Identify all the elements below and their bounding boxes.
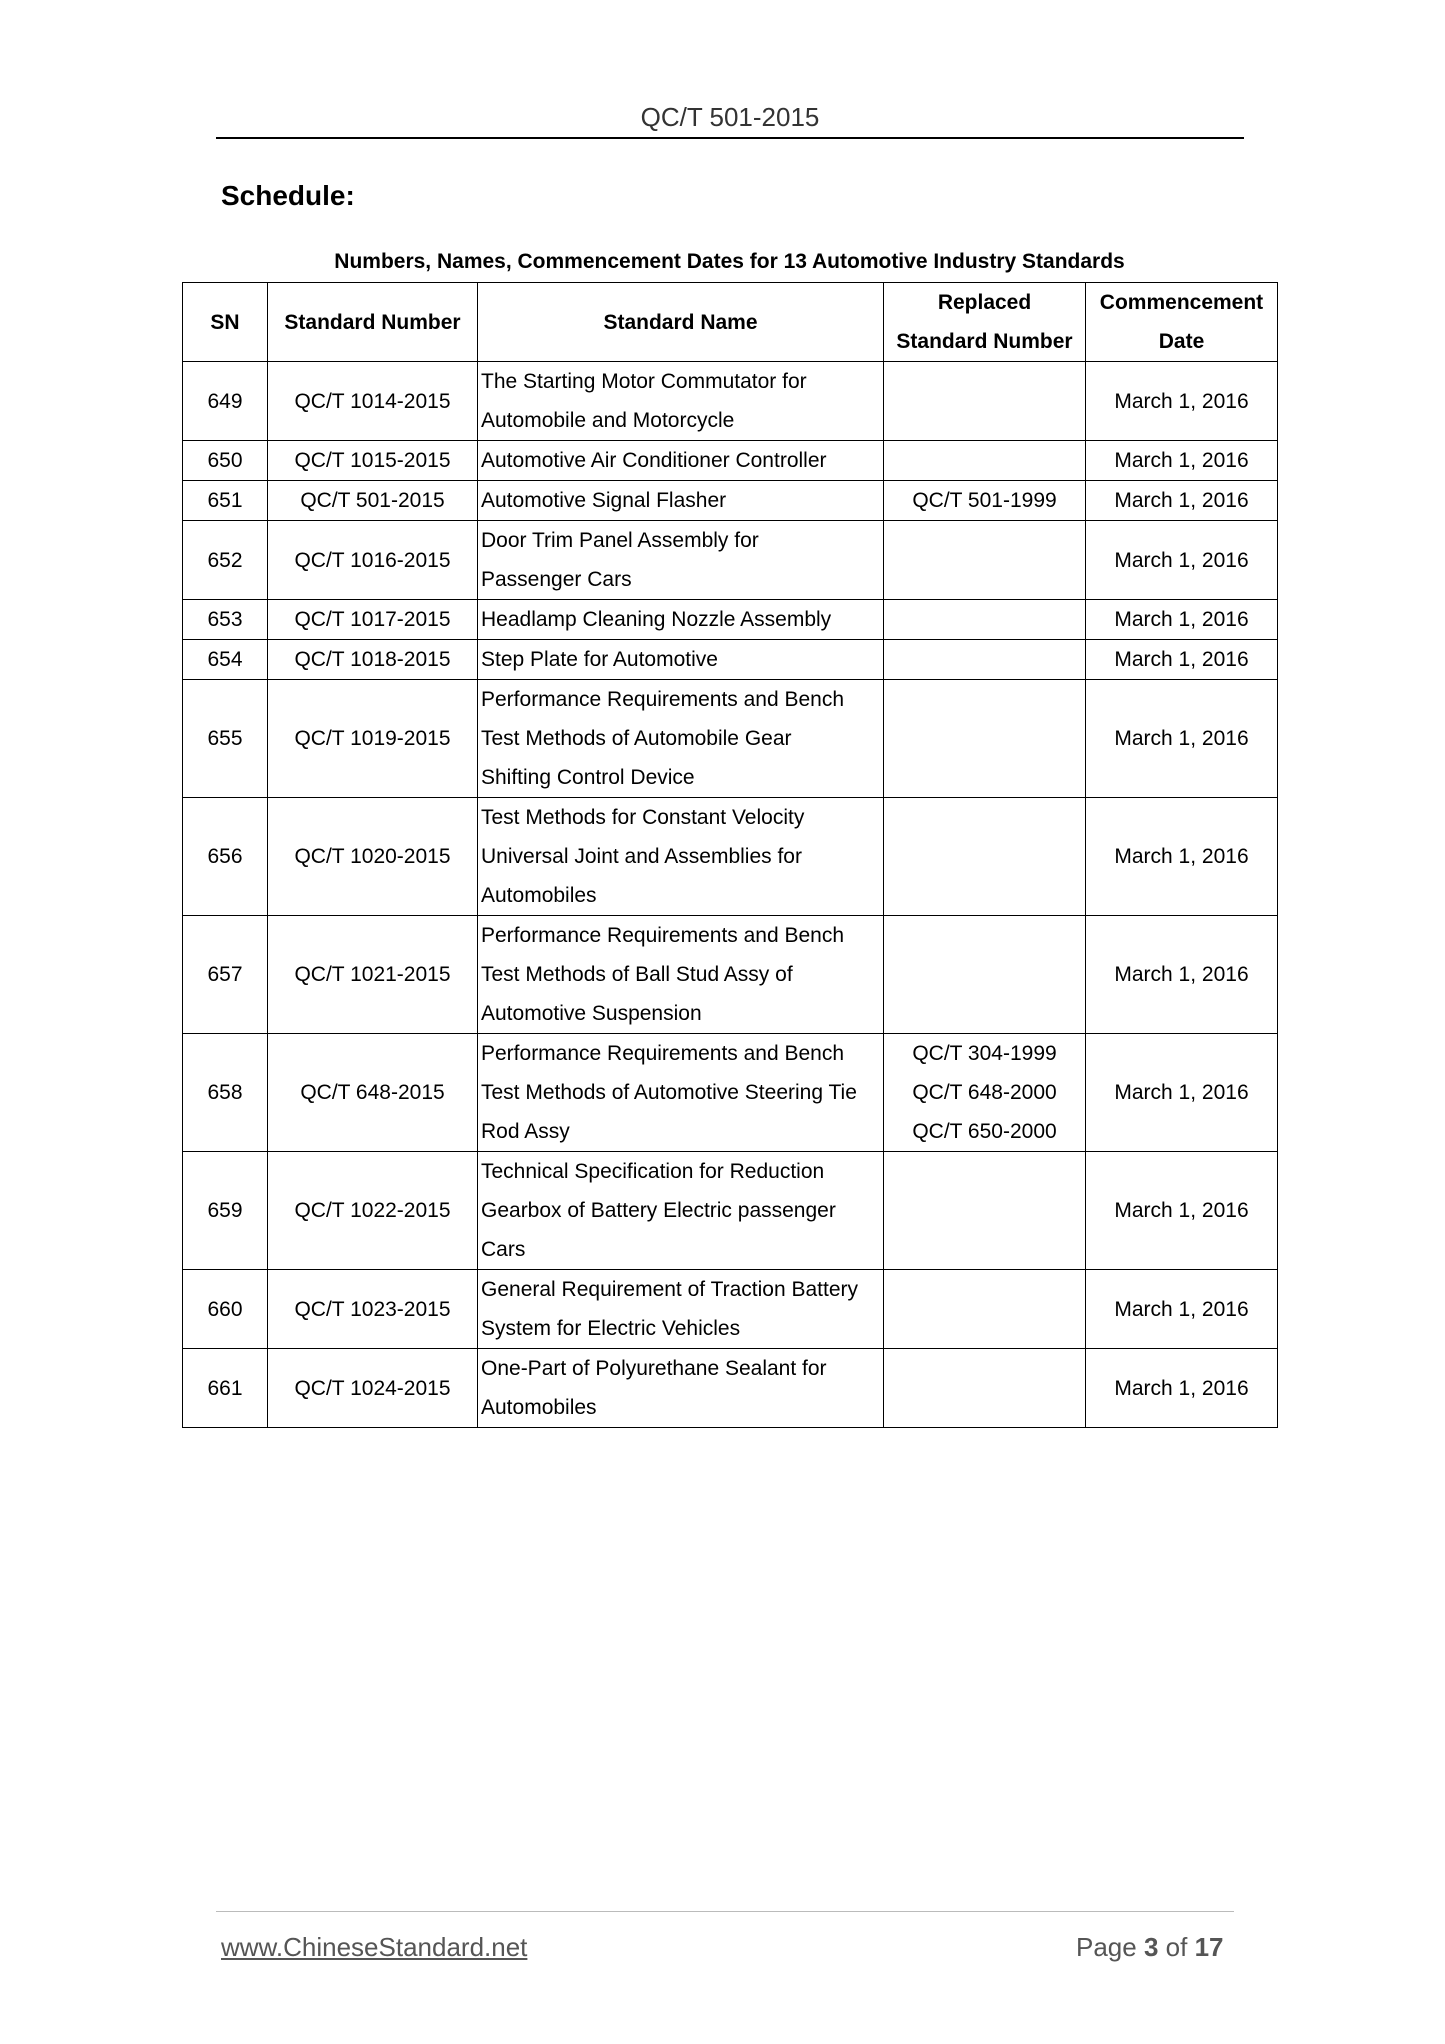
cell-commencement-date: March 1, 2016 bbox=[1086, 521, 1278, 600]
cell-standard-number: QC/T 1024-2015 bbox=[268, 1349, 478, 1428]
table-row bbox=[183, 1034, 1278, 1152]
cell-standard-name bbox=[478, 640, 884, 680]
cell-replaced-standard bbox=[884, 1034, 1086, 1152]
cell-standard-number: QC/T 648-2015 bbox=[268, 1034, 478, 1152]
header-commencement-date bbox=[1086, 283, 1278, 362]
cell-standard-number: QC/T 1015-2015 bbox=[268, 441, 478, 481]
standard-name-line: Gearbox of Battery Electric passenger bbox=[481, 1199, 836, 1222]
replaced-standard-line: QC/T 501-1999 bbox=[912, 489, 1057, 512]
cell-commencement-date: March 1, 2016 bbox=[1086, 798, 1278, 916]
page-of: of bbox=[1158, 1932, 1195, 1962]
cell-sn: 656 bbox=[183, 798, 268, 916]
standard-name-line: Passenger Cars bbox=[481, 568, 632, 591]
cell-standard-name bbox=[478, 1034, 884, 1152]
cell-sn: 649 bbox=[183, 362, 268, 441]
cell-standard-name bbox=[478, 362, 884, 441]
website-link[interactable]: www.ChineseStandard.net bbox=[221, 1932, 528, 1962]
standard-name-line: Technical Specification for Reduction bbox=[481, 1160, 825, 1183]
cell-commencement-date: March 1, 2016 bbox=[1086, 1034, 1278, 1152]
table-row bbox=[183, 521, 1278, 600]
header-sn: SN bbox=[183, 283, 268, 362]
cell-sn: 659 bbox=[183, 1152, 268, 1270]
cell-sn: 657 bbox=[183, 916, 268, 1034]
cell-standard-number: QC/T 1022-2015 bbox=[268, 1152, 478, 1270]
cell-standard-number: QC/T 1014-2015 bbox=[268, 362, 478, 441]
cell-sn: 654 bbox=[183, 640, 268, 680]
page-current: 3 bbox=[1143, 1932, 1159, 1962]
cell-replaced-standard bbox=[884, 798, 1086, 916]
cell-standard-name bbox=[478, 1270, 884, 1349]
cell-standard-number: QC/T 1016-2015 bbox=[268, 521, 478, 600]
cell-commencement-date: March 1, 2016 bbox=[1086, 1152, 1278, 1270]
cell-standard-number: QC/T 1017-2015 bbox=[268, 600, 478, 640]
cell-standard-number: QC/T 1018-2015 bbox=[268, 640, 478, 680]
header-rule bbox=[216, 137, 1244, 139]
standard-name-line: Rod Assy bbox=[481, 1120, 570, 1143]
standard-name-line: Automobiles bbox=[481, 1396, 597, 1419]
footer-rule bbox=[216, 1911, 1234, 1912]
table-body bbox=[183, 362, 1278, 1428]
replaced-standard-line: QC/T 648-2000 bbox=[912, 1081, 1057, 1104]
table-row bbox=[183, 916, 1278, 1034]
standard-name-line: System for Electric Vehicles bbox=[481, 1317, 741, 1340]
cell-replaced-standard bbox=[884, 521, 1086, 600]
cell-replaced-standard bbox=[884, 1349, 1086, 1428]
header-replaced-line1: Replaced bbox=[937, 291, 1032, 314]
standards-table bbox=[182, 282, 1278, 1428]
cell-replaced-standard bbox=[884, 916, 1086, 1034]
cell-standard-number: QC/T 501-2015 bbox=[268, 481, 478, 521]
standard-name-line: Headlamp Cleaning Nozzle Assembly bbox=[481, 608, 832, 631]
cell-standard-name bbox=[478, 521, 884, 600]
table-caption: Numbers, Names, Commencement Dates for 13 Automotive Industry Standards bbox=[334, 250, 1125, 273]
standard-name-line: Test Methods of Automotive Steering Tie bbox=[481, 1081, 857, 1104]
standard-name-line: General Requirement of Traction Battery bbox=[481, 1278, 859, 1301]
standard-name-line: Step Plate for Automotive bbox=[481, 648, 718, 671]
header-commence-line2: Date bbox=[1158, 330, 1205, 353]
standard-name-line: Shifting Control Device bbox=[481, 766, 695, 789]
header-standard-name: Standard Name bbox=[478, 283, 884, 362]
cell-commencement-date: March 1, 2016 bbox=[1086, 640, 1278, 680]
table-row bbox=[183, 441, 1278, 481]
standard-name-line: The Starting Motor Commutator for bbox=[481, 370, 807, 393]
table-row bbox=[183, 600, 1278, 640]
cell-sn: 652 bbox=[183, 521, 268, 600]
standard-name-line: Test Methods for Constant Velocity bbox=[481, 806, 805, 829]
cell-sn: 661 bbox=[183, 1349, 268, 1428]
table-row bbox=[183, 481, 1278, 521]
page-indicator bbox=[1076, 1932, 1223, 1963]
document-header-id: QC/T 501-2015 bbox=[640, 102, 820, 132]
cell-replaced-standard bbox=[884, 680, 1086, 798]
page-prefix: Page bbox=[1076, 1932, 1144, 1962]
table-row bbox=[183, 1152, 1278, 1270]
table-row bbox=[183, 640, 1278, 680]
cell-standard-name bbox=[478, 798, 884, 916]
cell-standard-name bbox=[478, 916, 884, 1034]
page-total: 17 bbox=[1194, 1932, 1224, 1962]
cell-sn: 650 bbox=[183, 441, 268, 481]
cell-commencement-date: March 1, 2016 bbox=[1086, 1349, 1278, 1428]
table-header-row bbox=[183, 283, 1278, 362]
standard-name-line: Cars bbox=[481, 1238, 526, 1261]
standard-name-line: Performance Requirements and Bench bbox=[481, 688, 845, 711]
cell-commencement-date: March 1, 2016 bbox=[1086, 441, 1278, 481]
cell-replaced-standard bbox=[884, 441, 1086, 481]
header-standard-number: Standard Number bbox=[268, 283, 478, 362]
cell-standard-name bbox=[478, 600, 884, 640]
table-row bbox=[183, 362, 1278, 441]
header-replaced-line2: Standard Number bbox=[896, 330, 1073, 353]
cell-commencement-date: March 1, 2016 bbox=[1086, 916, 1278, 1034]
section-title: Schedule: bbox=[221, 180, 355, 211]
cell-replaced-standard bbox=[884, 1270, 1086, 1349]
cell-standard-number: QC/T 1019-2015 bbox=[268, 680, 478, 798]
cell-commencement-date: March 1, 2016 bbox=[1086, 600, 1278, 640]
table-row bbox=[183, 798, 1278, 916]
cell-commencement-date: March 1, 2016 bbox=[1086, 680, 1278, 798]
replaced-standard-line: QC/T 650-2000 bbox=[912, 1120, 1057, 1143]
standard-name-line: Door Trim Panel Assembly for bbox=[481, 529, 759, 552]
cell-commencement-date: March 1, 2016 bbox=[1086, 1270, 1278, 1349]
cell-commencement-date: March 1, 2016 bbox=[1086, 481, 1278, 521]
cell-sn: 655 bbox=[183, 680, 268, 798]
cell-standard-name bbox=[478, 481, 884, 521]
cell-sn: 653 bbox=[183, 600, 268, 640]
table-row bbox=[183, 1349, 1278, 1428]
cell-replaced-standard bbox=[884, 362, 1086, 441]
standard-name-line: Automotive Suspension bbox=[481, 1002, 702, 1025]
standard-name-line: Universal Joint and Assemblies for bbox=[481, 845, 802, 868]
cell-standard-number: QC/T 1021-2015 bbox=[268, 916, 478, 1034]
header-commence-line1: Commencement bbox=[1099, 291, 1264, 314]
cell-sn: 660 bbox=[183, 1270, 268, 1349]
header-replaced-standard bbox=[884, 283, 1086, 362]
cell-standard-name bbox=[478, 1152, 884, 1270]
cell-standard-name bbox=[478, 680, 884, 798]
standard-name-line: Automotive Air Conditioner Controller bbox=[481, 449, 827, 472]
cell-standard-name bbox=[478, 441, 884, 481]
table-row bbox=[183, 1270, 1278, 1349]
cell-standard-number: QC/T 1023-2015 bbox=[268, 1270, 478, 1349]
cell-sn: 651 bbox=[183, 481, 268, 521]
cell-commencement-date: March 1, 2016 bbox=[1086, 362, 1278, 441]
standard-name-line: Automotive Signal Flasher bbox=[481, 489, 727, 512]
standard-name-line: Test Methods of Automobile Gear bbox=[481, 727, 792, 750]
standard-name-line: One-Part of Polyurethane Sealant for bbox=[481, 1357, 827, 1380]
standard-name-line: Test Methods of Ball Stud Assy of bbox=[481, 963, 793, 986]
cell-replaced-standard bbox=[884, 600, 1086, 640]
cell-sn: 658 bbox=[183, 1034, 268, 1152]
standard-name-line: Performance Requirements and Bench bbox=[481, 1042, 845, 1065]
cell-replaced-standard bbox=[884, 640, 1086, 680]
standard-name-line: Performance Requirements and Bench bbox=[481, 924, 845, 947]
cell-replaced-standard bbox=[884, 1152, 1086, 1270]
cell-standard-number: QC/T 1020-2015 bbox=[268, 798, 478, 916]
table-row bbox=[183, 680, 1278, 798]
cell-replaced-standard bbox=[884, 481, 1086, 521]
standard-name-line: Automobiles bbox=[481, 884, 597, 907]
replaced-standard-line: QC/T 304-1999 bbox=[912, 1042, 1057, 1065]
standard-name-line: Automobile and Motorcycle bbox=[481, 409, 735, 432]
cell-standard-name bbox=[478, 1349, 884, 1428]
